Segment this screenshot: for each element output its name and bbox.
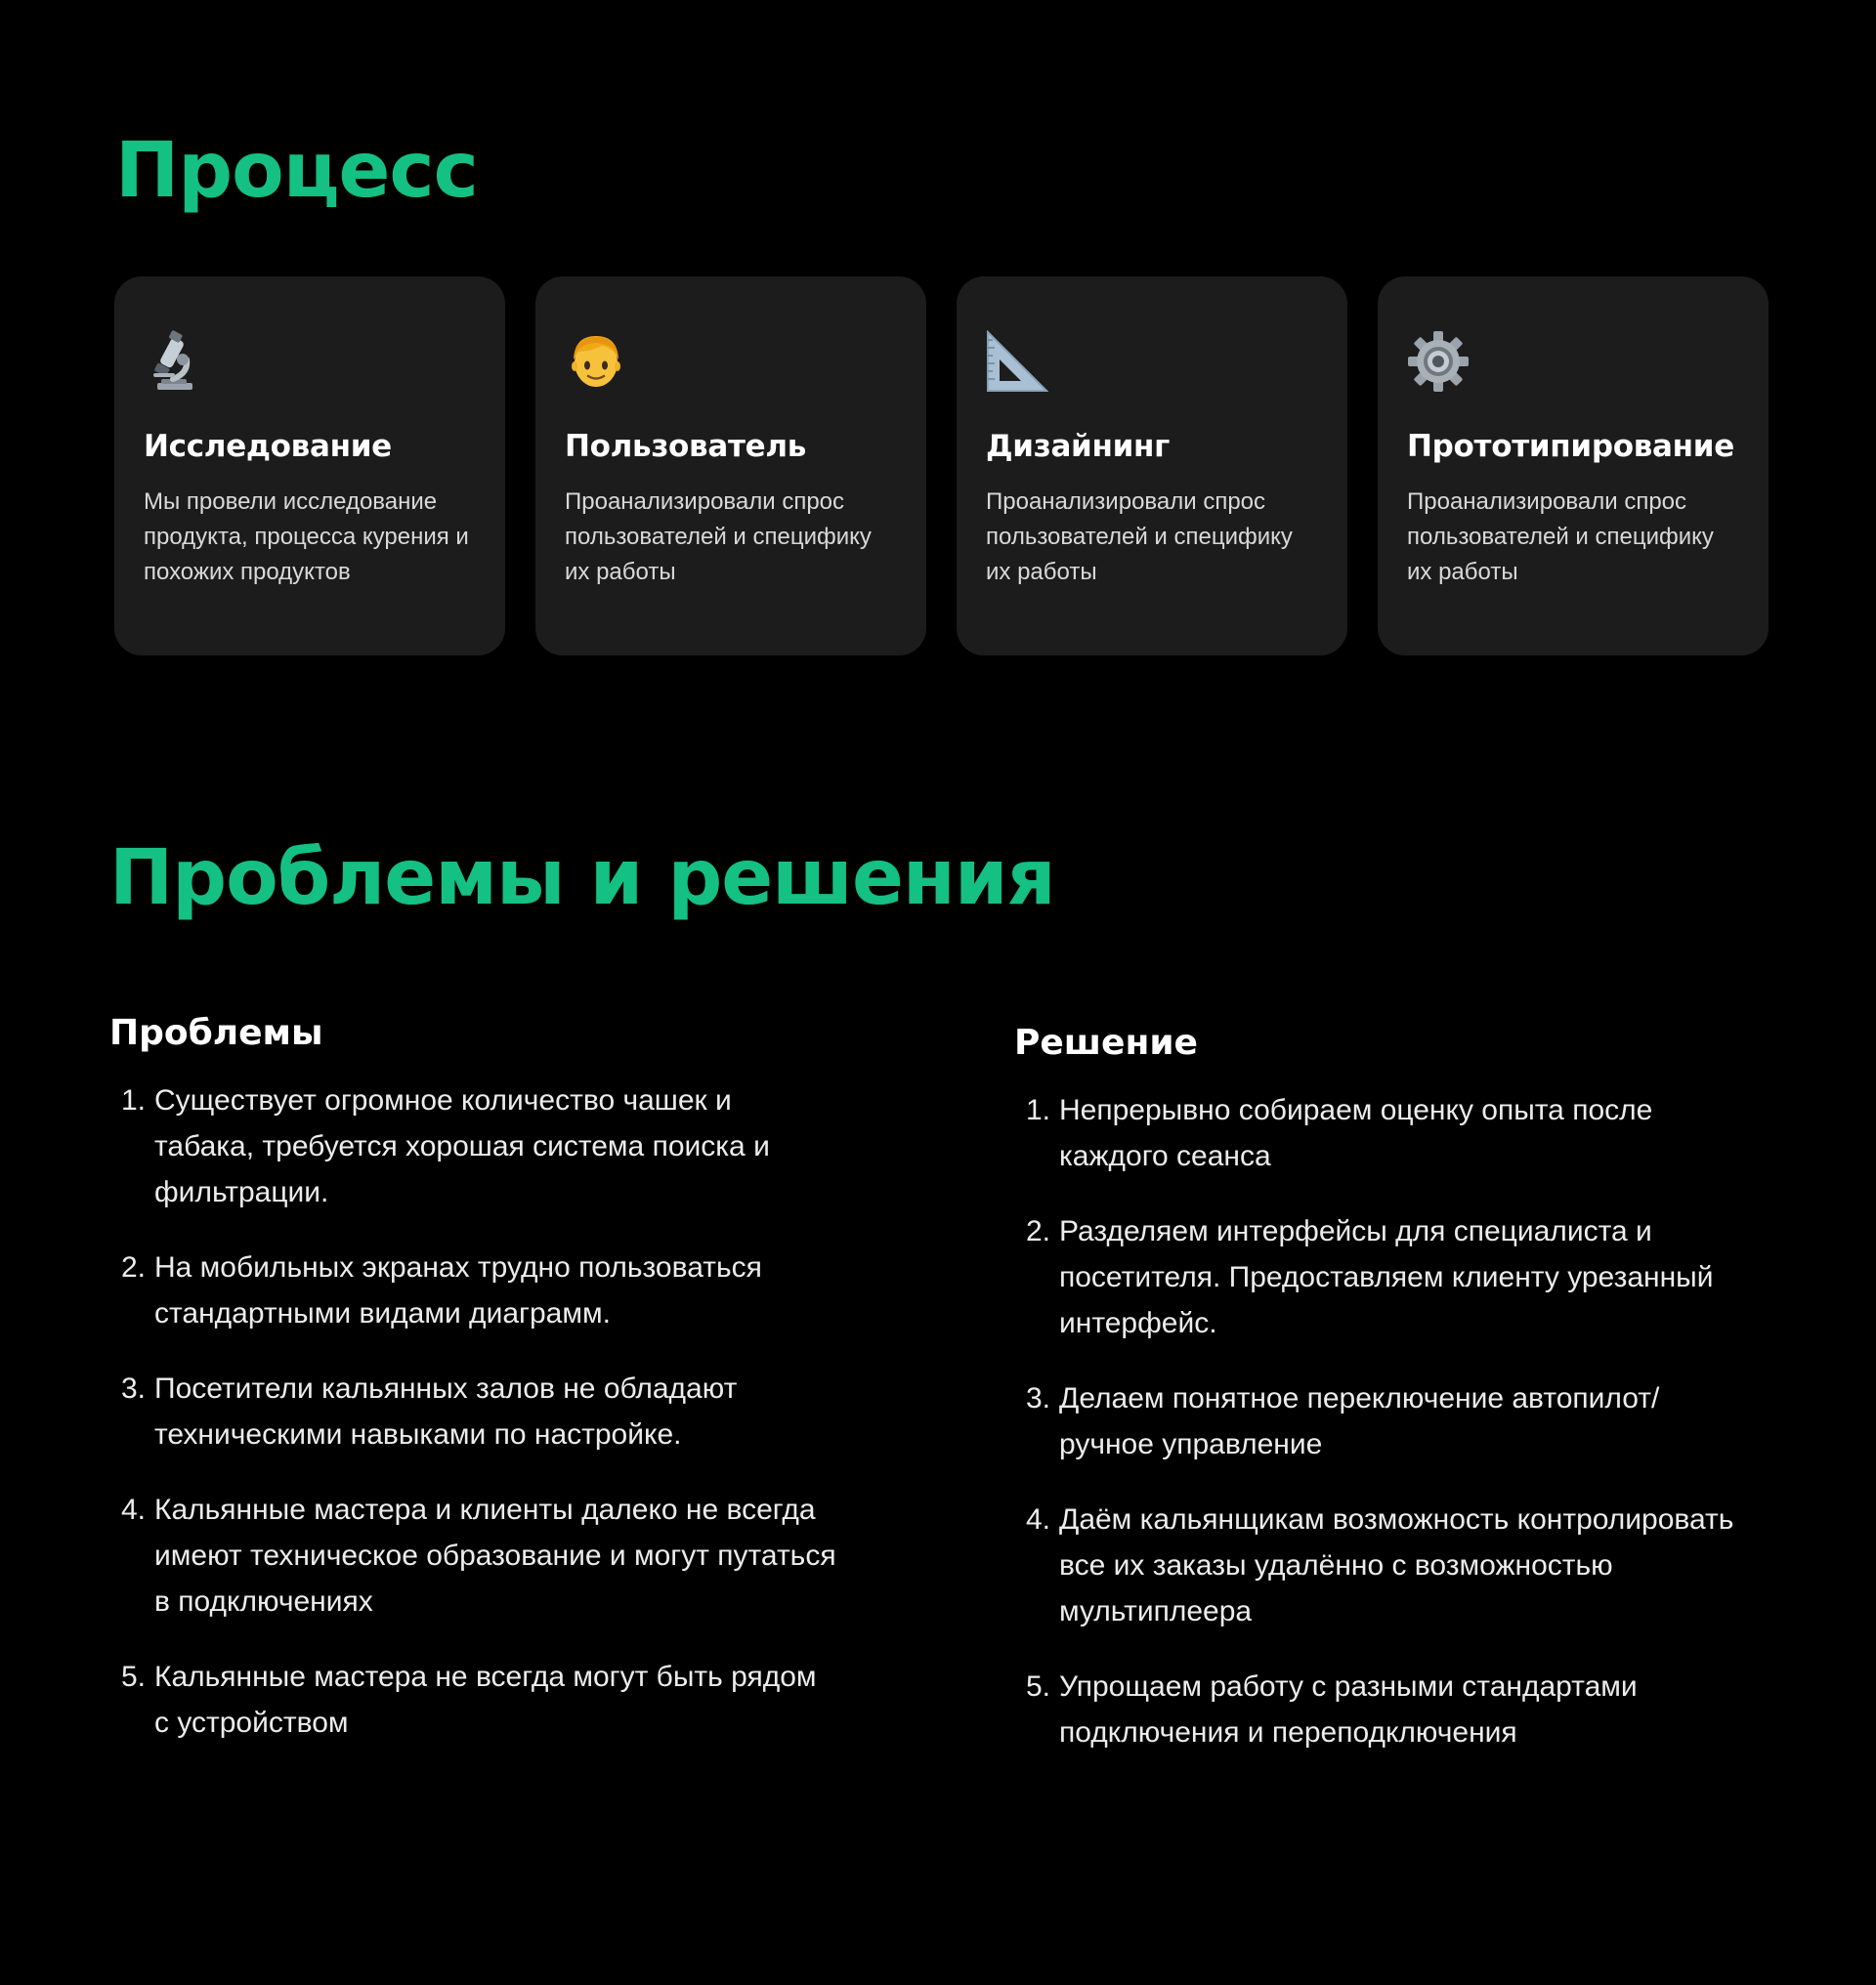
- list-item-number: 1.: [1025, 1094, 1050, 1127]
- problems-list: [109, 1077, 872, 1746]
- person-icon: [565, 330, 627, 393]
- solutions-heading: Решение: [1014, 1023, 1198, 1063]
- process-card-prototyping: [1378, 276, 1769, 655]
- list-item-number: 4.: [1025, 1503, 1050, 1537]
- list-item-number: 1.: [120, 1084, 146, 1118]
- list-item-text: Непрерывно собираем оценку опыта после каждого сеанса: [1059, 1094, 1653, 1173]
- list-item: [109, 1077, 872, 1215]
- card-title: Дизайнинг: [986, 429, 1171, 464]
- list-item-text: Делаем понятное переключение автопилот/ ручное управление: [1059, 1382, 1660, 1461]
- list-item: [1014, 1664, 1776, 1755]
- card-title: Исследование: [144, 429, 392, 464]
- list-item-text: На мобильных экранах трудно пользоваться стандартными видами диаграмм.: [154, 1251, 762, 1330]
- card-text: Проанализировали спрос пользователей и специфику их работы: [565, 488, 872, 586]
- list-item: [1014, 1087, 1776, 1179]
- list-item: [1014, 1208, 1776, 1346]
- microscope-icon: [144, 330, 206, 393]
- problems-heading: Проблемы: [109, 1013, 323, 1053]
- solutions-column: [1014, 1022, 1776, 1785]
- process-card-design: [957, 276, 1347, 655]
- list-item-text: Существует огромное количество чашек и табака, требуется хорошая система поиска и фильтрации.: [154, 1084, 770, 1209]
- card-text: Проанализировали спрос пользователей и специфику их работы: [986, 488, 1293, 586]
- list-item: [109, 1654, 872, 1746]
- list-item-number: 5.: [120, 1661, 146, 1694]
- list-item-text: Посетители кальянных залов не обладают техническими навыками по настройке.: [154, 1373, 738, 1452]
- list-item: [1014, 1497, 1776, 1634]
- list-item-number: 3.: [1025, 1382, 1050, 1415]
- list-item: [109, 1487, 872, 1625]
- list-item-number: 5.: [1025, 1670, 1050, 1704]
- list-item-text: Даём кальянщикам возможность контролировать все их заказы удалённо с возможностью мультиплеера: [1059, 1503, 1734, 1628]
- triangle-ruler-icon: [986, 330, 1048, 393]
- list-item-text: Упрощаем работу с разными стандартами подключения и переподключения: [1059, 1670, 1638, 1750]
- process-section-title: Процесс: [115, 127, 478, 215]
- list-item: [109, 1366, 872, 1457]
- list-item-number: 4.: [120, 1494, 146, 1527]
- process-cards: [114, 276, 1769, 655]
- list-item-text: Разделяем интерфейсы для специалиста и посетителя. Предоставляем клиенту урезанный интерфейс.: [1059, 1215, 1714, 1340]
- list-item-number: 2.: [120, 1251, 146, 1285]
- card-text: Мы провели исследование продукта, процесса курения и похожих продуктов: [144, 488, 469, 586]
- list-item-number: 3.: [120, 1373, 146, 1406]
- gear-icon: [1407, 330, 1470, 393]
- list-item: [109, 1245, 872, 1336]
- list-item-text: Кальянные мастера не всегда могут быть рядом с устройством: [154, 1661, 817, 1740]
- list-item-text: Кальянные мастера и клиенты далеко не всегда имеют техническое образование и могут путаться в подключениях: [154, 1494, 836, 1619]
- process-card-research: [114, 276, 505, 655]
- problems-solutions-section-title: Проблемы и решения: [109, 834, 1055, 922]
- solutions-list: [1014, 1087, 1776, 1755]
- list-item: [1014, 1375, 1776, 1467]
- problems-column: [109, 1012, 872, 1775]
- card-title: Прототипирование: [1407, 429, 1734, 464]
- process-card-user: [535, 276, 926, 655]
- card-text: Проанализировали спрос пользователей и специфику их работы: [1407, 488, 1714, 586]
- list-item-number: 2.: [1025, 1215, 1050, 1248]
- card-title: Пользователь: [565, 429, 807, 464]
